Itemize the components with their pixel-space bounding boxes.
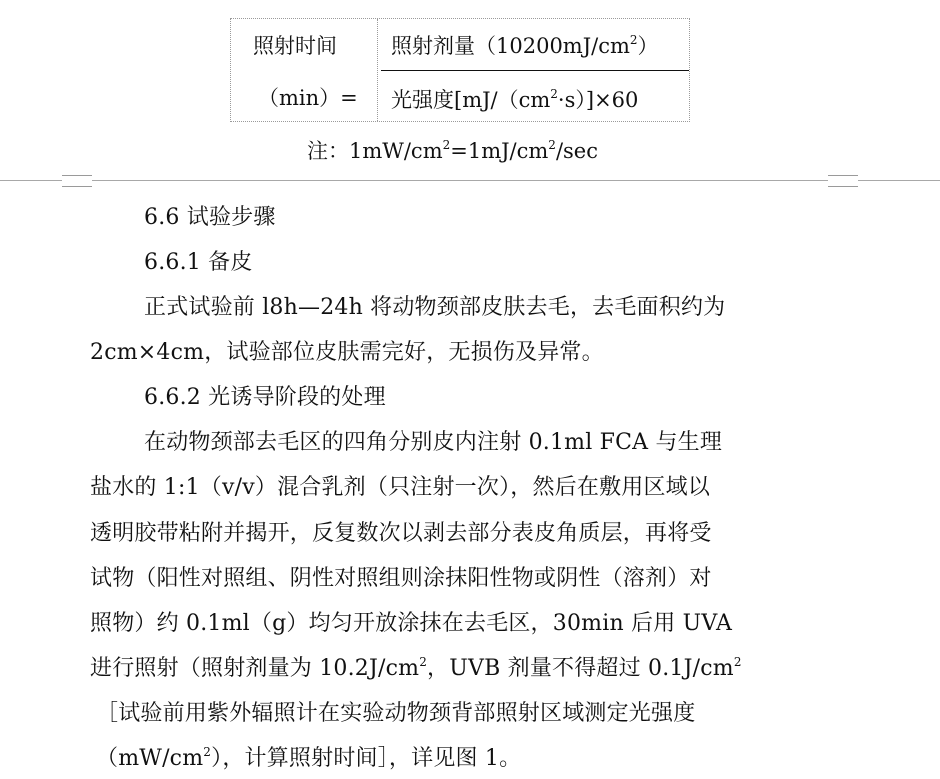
formula-label-bottom: （min）= [258, 86, 358, 110]
paragraph-line: 正式试验前 l8h—24h 将动物颈部皮肤去毛，去毛面积约为 [144, 295, 726, 320]
paragraph-line: $(mW/cm^2)$，计算照射时间］，详见图 1。 [96, 745, 522, 771]
paragraph-line: 在动物颈部去毛区的四角分别皮内注射 0.1ml FCA 与生理 [144, 430, 723, 455]
table-divider [377, 19, 378, 121]
paragraph-line: 2cm×4cm，试验部位皮肤需完好，无损伤及异常。 [90, 340, 604, 365]
page-margin-marker-left [62, 175, 92, 187]
formula-denominator: 光强度$[mJ/(cm^2\cdot s)]\times 60$ [391, 87, 639, 112]
page-margin-marker-right [828, 175, 858, 187]
paragraph-line: 照物）约 0.1ml（g）均匀开放涂抹在去毛区，30min 后用 UVA [90, 611, 733, 636]
formula-numerator: 照射剂量$(10200mJ/cm^2)$ [391, 33, 659, 58]
paragraph-line: 盐水的 1:1（v/v）混合乳剂（只注射一次），然后在敷用区域以 [90, 475, 711, 500]
subsection-heading-induction: 6.6.2 光诱导阶段的处理 [144, 385, 386, 410]
subsection-heading-skin-prep: 6.6.1 备皮 [144, 250, 253, 275]
paragraph-line: ［试验前用紫外辐照计在实验动物颈背部照射区域测定光强度 [96, 701, 696, 726]
paragraph-line: 进行照射（照射剂量为 $10.2J/cm^2$，UVB 剂量不得超过 $0.1J/cm^2$ [90, 655, 742, 681]
formula-table [230, 18, 690, 122]
fraction-bar [381, 70, 689, 71]
paragraph-line: 试物（阳性对照组、阴性对照组则涂抹阳性物或阴性（溶剂）对 [90, 566, 712, 591]
paragraph-line: 透明胶带粘附并揭开，反复数次以剥去部分表皮角质层，再将受 [90, 521, 712, 546]
unit-note: 注：$1mW/cm^2=1mJ/cm^2/\sec$ [307, 138, 598, 163]
page-break-line [0, 180, 940, 181]
formula-label-top: 照射时间 [253, 34, 337, 58]
section-heading: 6.6 试验步骤 [144, 205, 276, 230]
